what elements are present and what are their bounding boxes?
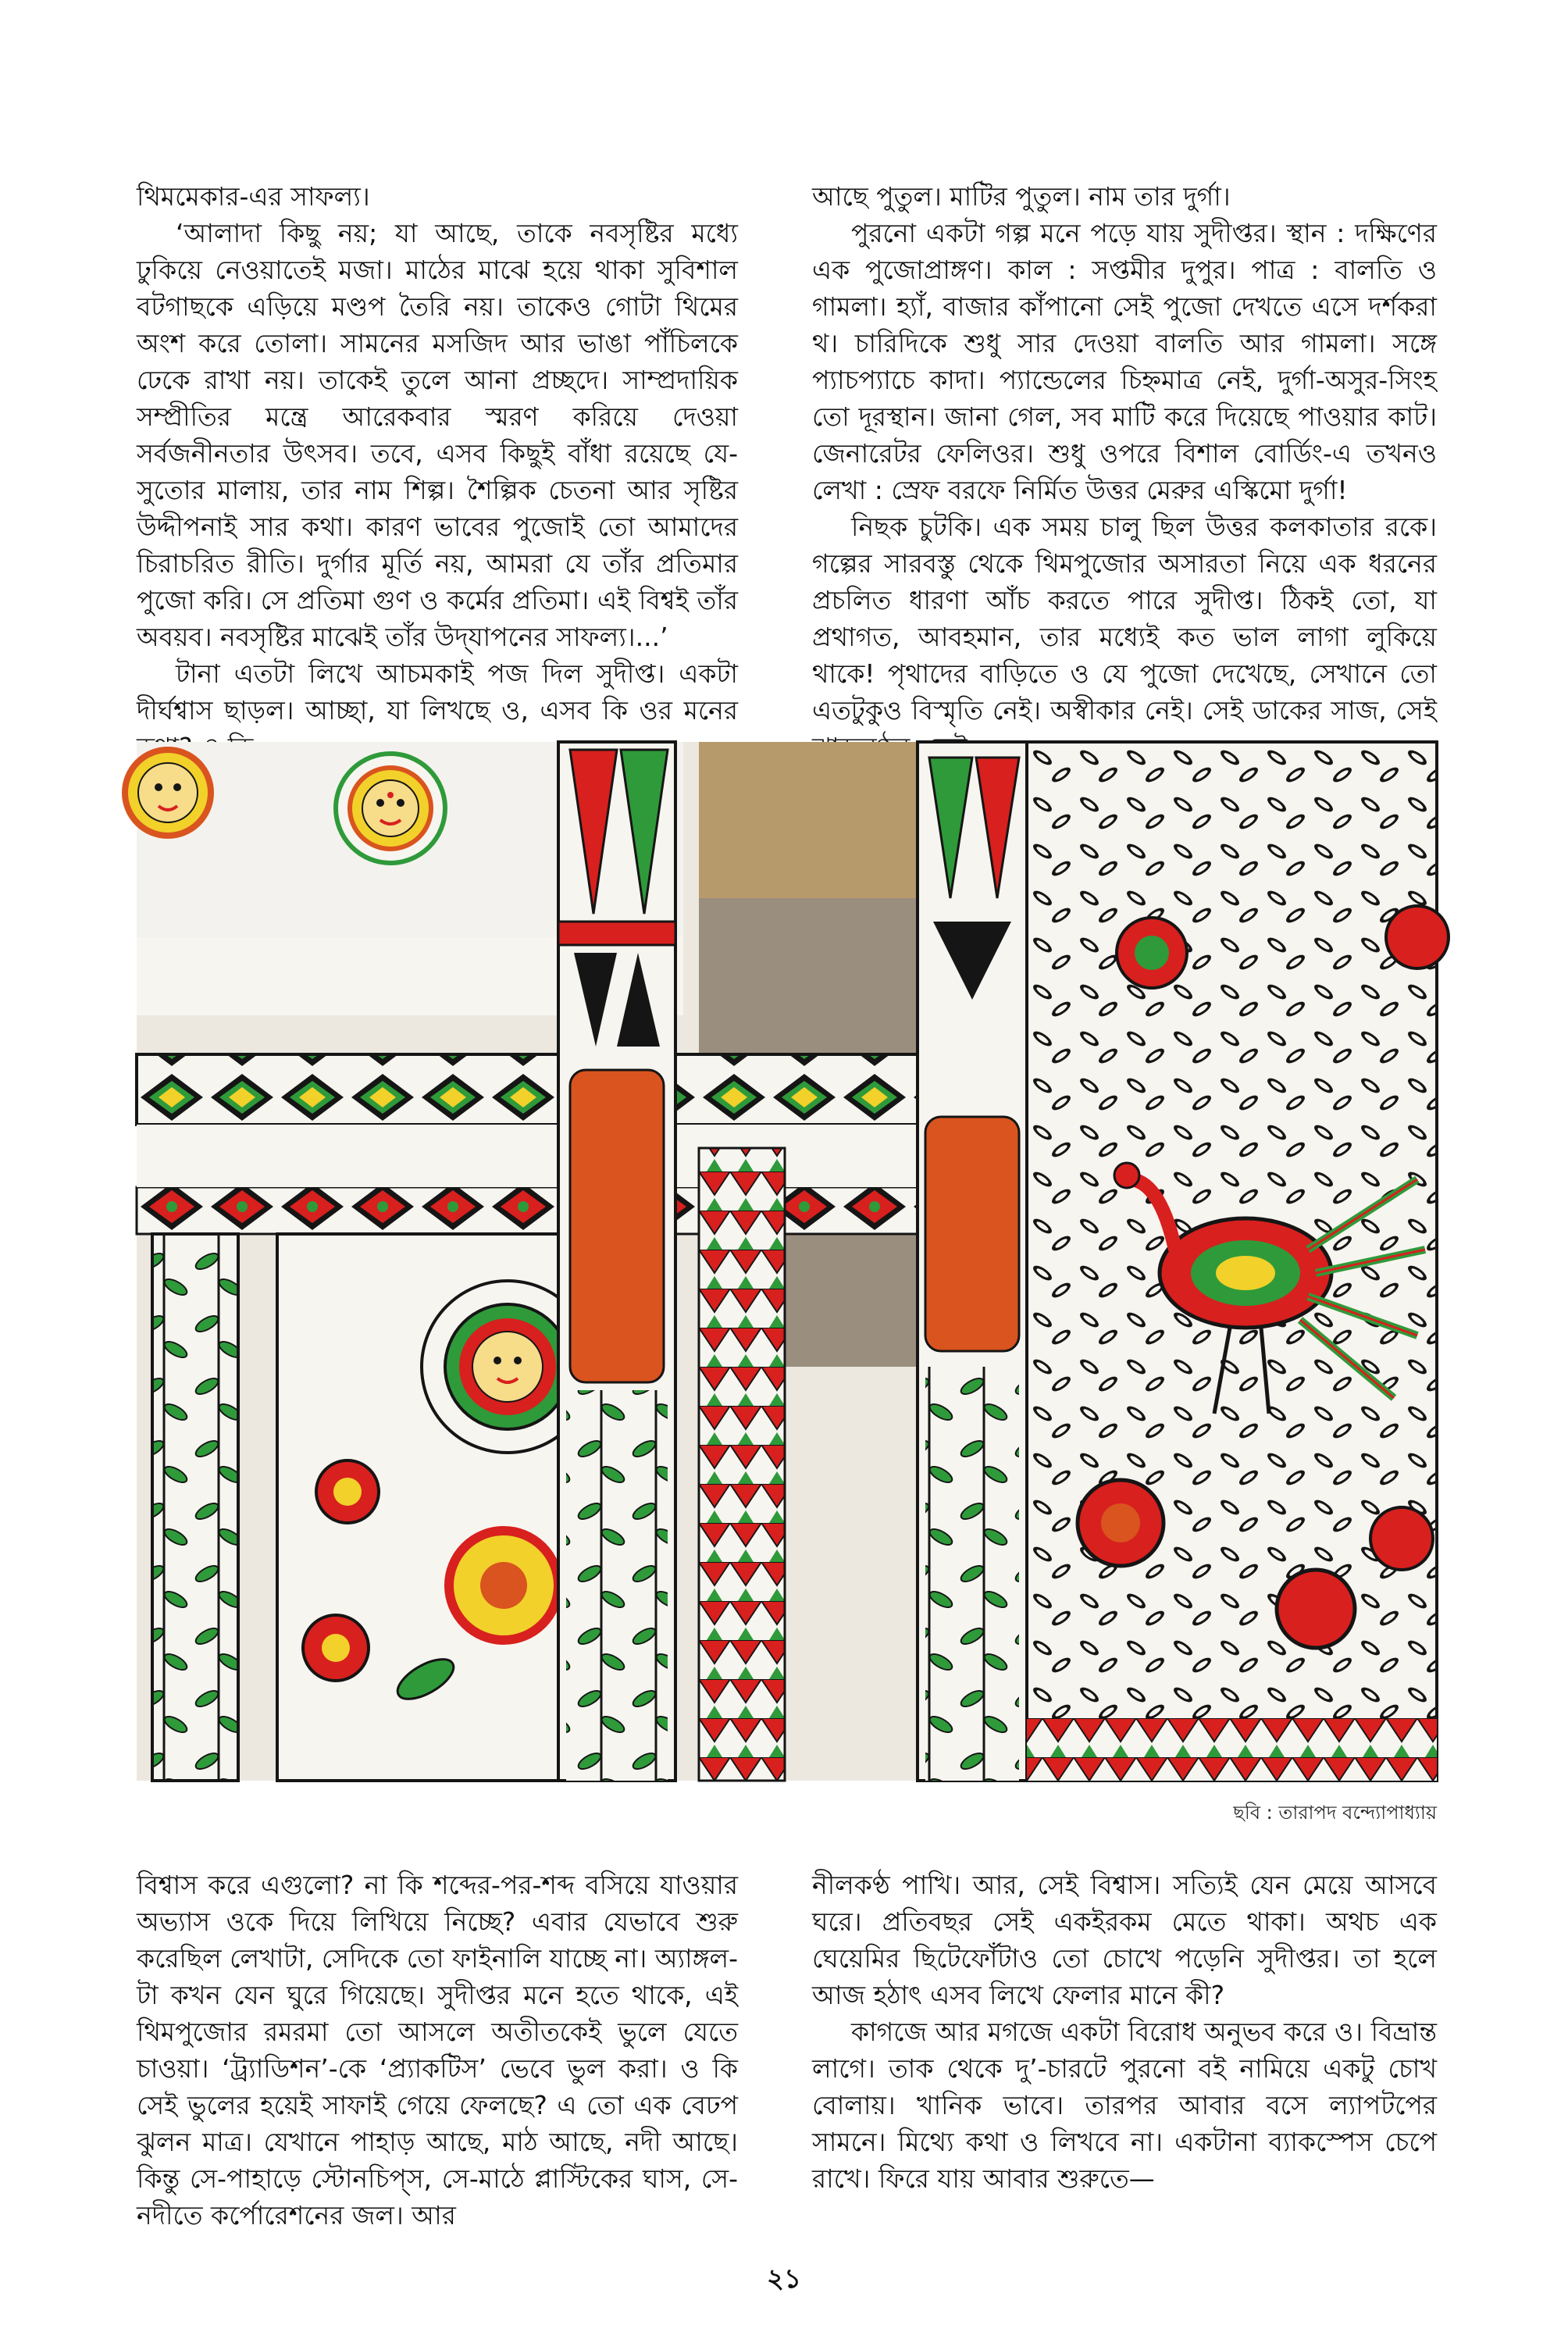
paragraph: নীলকণ্ঠ পাখি। আর, সেই বিশ্বাস। সত্যিই যেন মেয়ে আসবে ঘরে। প্রতিবছর সেই একইরকম মেতে থাকা। অথচ এক ঘেয়েমির ছিটেফোঁটাও তো চোখে পড়েনি সুদীপ্তর। তা হলে আজ হঠাৎ এসব লিখে ফেলার মানে কী? [812, 1870, 1437, 2010]
article-column-top-left [137, 178, 738, 726]
article-column-top-right [812, 178, 1437, 726]
paragraph: পুরনো একটা গল্প মনে পড়ে যায় সুদীপ্তর। স্থান : দক্ষিণের এক পুজোপ্রাঙ্গণ। কাল : সপ্তমীর দুপুর। পাত্র : বালতি ও গামলা। হ্যাঁ, বাজার কাঁপানো সেই পুজো দেখতে এসে দর্শকরা থ। চারিদিকে শুধু সার দেওয়া বালতি আর গামলা। সঙ্গে প্যাচপ্যাচে কাদা। প্যান্ডেলের চিহ্নমাত্র নেই, দুর্গা-অসুর-সিংহ তো দূরস্থান। জানা গেল, সব মাটি করে দিয়েছে পাওয়ার কাট। জেনারেটর ফেলিওর। শুধু ওপরে বিশাল বোর্ডিং-এ তখনও লেখা : স্রেফ বরফে নির্মিত উত্তর মেরুর এস্কিমো দুর্গা! [812, 218, 1437, 505]
painted-pillar-left [152, 1234, 593, 1781]
paragraph: আছে পুতুল। মাটির পুতুল। নাম তার দুর্গা। [812, 181, 1231, 212]
page-number: ২১ [766, 2263, 802, 2295]
paragraph: ‘আলাদা কিছু নয়; যা আছে, তাকে নবসৃষ্টির মধ্যে ঢুকিয়ে নেওয়াতেই মজা। মাঠের মাঝে হয়ে থাকা সুবিশাল বটগাছকে এড়িয়ে মণ্ডপ তৈরি নয়। তাকেও গোটা থিমের অংশ করে তোলা। সামনের মসজিদ আর ভাঙা পাঁচিলকে ঢেকে রাখা নয়। তাকেই তুলে আনা প্রচ্ছদে। সাম্প্রদায়িক সম্প্রীতির মন্ত্রে আরেকবার স্মরণ করিয়ে দেওয়া সর্বজনীনতার উৎসব। তবে, এসব কিছুই বাঁধা রয়েছে যে-সুতোর মালায়, তার নাম শিল্প। শৈল্পিক চেতনা আর সৃষ্টির উদ্দীপনাই সার কথা। কারণ ভাবের পুজোই তো আমাদের চিরাচরিত রীতি। দুর্গার মূর্তি নয়, আমরা যে তাঁর প্রতিমার পুজো করি। সে প্রতিমা গুণ ও কর্মের প্রতিমা। এই বিশ্বই তাঁর অবয়ব। নবসৃষ্টির মাঝেই তাঁর উদ্‌যাপনের সাফল্য।...’ [137, 218, 738, 652]
article-column-bottom-left [137, 1867, 738, 2231]
paragraph: বিশ্বাস করে এগুলো? না কি শব্দের-পর-শব্দ বসিয়ে যাওয়ার অভ্যাস ওকে দিয়ে লিখিয়ে নিচ্ছে? এবার যেভাবে শুরু করেছিল লেখাটা, সেদিকে তো ফাইনালি যাচ্ছে না। অ্যাঙ্গল-টা কখন যেন ঘুরে গিয়েছে। সুদীপ্তর মনে হতে থাকে, এই থিমপুজোর রমরমা তো আসলে অতীতকেই ভুলে যেতে চাওয়া। ‘ট্র্যাডিশন’-কে ‘প্র্যাকটিস’ ভেবে ভুল করা। ও কি সেই ভুলের হয়েই সাফাই গেয়ে ফেলছে? এ তো এক বেঢপ ঝুলন মাত্র। যেখানে পাহাড় আছে, মাঠ আছে, নদী আছে। কিন্তু সে-পাহাড়ে স্টোনচিপ্‌স, সে-মাঠে প্লাস্টিকের ঘাস, সে-নদীতে কর্পোরেশনের জল। আর [137, 1870, 738, 2231]
paragraph: থিমমেকার-এর সাফল্য। [137, 181, 370, 212]
sun-face-decoration [125, 750, 211, 836]
sun-face-decoration [336, 754, 445, 863]
photo-credit: ছবি : তারাপদ বন্দ্যোপাধ্যায় [1233, 1802, 1437, 1824]
paragraph: কাগজে আর মগজে একটা বিরোধ অনুভব করে ও। বিভ্রান্ত লাগে। তাক থেকে দু’-চারটে পুরনো বই নামিয়ে একটু চোখ বোলায়। খানিক ভাবে। তারপর আবার বসে ল্যাপটপের সামনে। মিথ্যে কথা ও লিখবে না। একটানা ব্যাকস্পেস চেপে রাখে। ফিরে যায় আবার শুরুতে— [812, 2017, 1437, 2194]
paragraph: নিছক চুটকি। এক সময় চালু ছিল উত্তর কলকাতার রকে। গল্পের সারবস্তু থেকে থিমপুজোর অসারতা নিয়ে এক ধরনের প্রচলিত ধারণা আঁচ করতে পারে সুদীপ্ত। ঠিকই তো, যা প্রথাগত, আবহমান, তার মধ্যেই কত ভাল লাগা লুকিয়ে থাকে! পৃথাদের বাড়িতে ও যে পুজো দেখেছে, সেখানে তো এতটুকুও বিস্মৃতি নেই। অস্বীকার নেই। সেই ডাকের সাজ, সেই [812, 512, 1437, 726]
paragraph: টানা এতটা লিখে আচমকাই পজ দিল সুদীপ্ত। একটা দীর্ঘশ্বাস ছাড়ল। আচ্ছা, যা লিখছে ও, এসব কি ওর মনের [137, 658, 738, 726]
article-column-bottom-right [812, 1867, 1437, 2210]
peacock-panel [1027, 742, 1449, 1781]
madhubani-painted-pillars-photo [137, 742, 1437, 1781]
painted-pillar-right [918, 742, 1027, 1781]
